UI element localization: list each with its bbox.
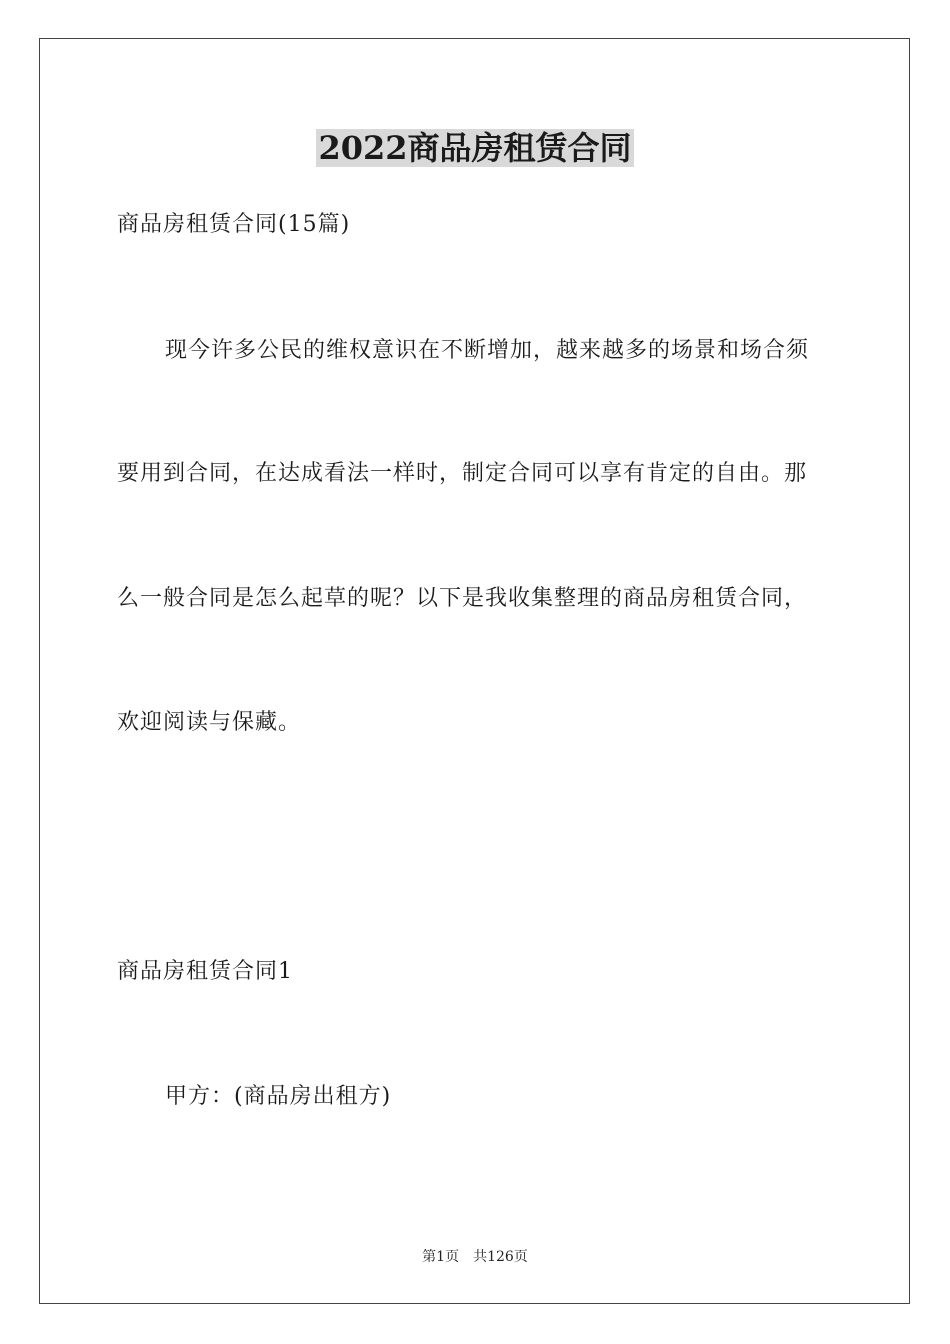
section-heading: 商品房租赁合同1 bbox=[117, 959, 293, 984]
total-pages: 共126页 bbox=[473, 1249, 528, 1265]
intro-line-2: 要用到合同，在达成看法一样时，制定合同可以享有肯定的自由。那 bbox=[117, 461, 808, 486]
party-a-line: 甲方：(商品房出租方) bbox=[165, 1084, 392, 1109]
intro-line-3: 么一般合同是怎么起草的呢？以下是我收集整理的商品房租赁合同， bbox=[117, 586, 808, 611]
intro-line-1: 现今许多公民的维权意识在不断增加，越来越多的场景和场合须 bbox=[165, 338, 810, 363]
document-subtitle: 商品房租赁合同(15篇) bbox=[117, 212, 351, 237]
intro-line-4: 欢迎阅读与保藏。 bbox=[117, 710, 302, 735]
document-title bbox=[0, 128, 950, 168]
page-number: 第1页 bbox=[422, 1249, 460, 1265]
page-footer bbox=[0, 1248, 950, 1266]
document-title-text: 2022商品房租赁合同 bbox=[318, 129, 632, 167]
